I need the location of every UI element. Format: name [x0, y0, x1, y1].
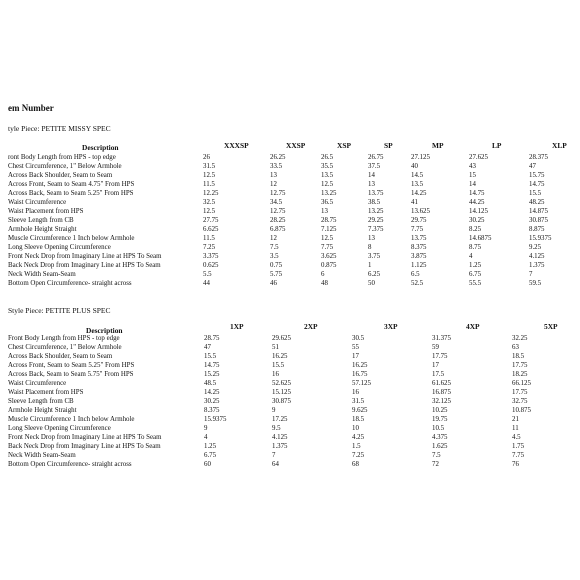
measurement-description: Sleeve Length from CB — [8, 217, 74, 224]
measurement-value: 13 — [368, 181, 375, 188]
measurement-value: 28.75 — [321, 217, 337, 224]
table-row — [0, 352, 580, 361]
measurement-value: 14.75 — [529, 181, 545, 188]
measurement-value: 26 — [203, 154, 210, 161]
measurement-value: 9.25 — [529, 244, 542, 251]
measurement-value: 15.75 — [529, 172, 545, 179]
measurement-value: 35.5 — [321, 163, 334, 170]
measurement-value: 8.375 — [411, 244, 427, 251]
measurement-value: 32.25 — [512, 335, 528, 342]
table-row — [0, 261, 580, 270]
table-row — [0, 279, 580, 288]
measurement-description: Armhole Height Straight — [8, 407, 77, 414]
measurement-value: 14.6875 — [469, 235, 492, 242]
measurement-value: 50 — [368, 280, 375, 287]
measurement-value: 51 — [272, 344, 279, 351]
measurement-value: 27.125 — [411, 154, 430, 161]
table-row — [0, 388, 580, 397]
measurement-value: 6.875 — [270, 226, 286, 233]
measurement-value: 14.75 — [204, 362, 220, 369]
measurement-value: 57.125 — [352, 380, 371, 387]
measurement-value: 19.75 — [432, 416, 448, 423]
measurement-value: 32.75 — [512, 398, 528, 405]
table-row — [0, 379, 580, 388]
measurement-value: 44 — [203, 280, 210, 287]
table-row — [0, 424, 580, 433]
header-size: MP — [432, 141, 444, 150]
measurement-value: 15.25 — [204, 371, 220, 378]
measurement-description: Muscle Circumference 1 Inch below Armhole — [8, 235, 135, 242]
measurement-value: 0.875 — [321, 262, 337, 269]
measurement-value: 9 — [272, 407, 276, 414]
measurement-value: 15.125 — [272, 389, 291, 396]
measurement-value: 13.75 — [411, 235, 427, 242]
measurement-value: 26.25 — [270, 154, 286, 161]
header-size: XSP — [337, 141, 351, 150]
style-piece-label-missy: tyle Piece: PETITE MISSY SPEC — [8, 124, 111, 133]
measurement-description: Waist Circumference — [8, 199, 67, 206]
measurement-value: 52.625 — [272, 380, 291, 387]
measurement-value: 18.5 — [512, 353, 525, 360]
measurement-description: Across Back Shoulder, Seam to Seam — [8, 172, 113, 179]
measurement-value: 18.25 — [512, 371, 528, 378]
measurement-description: ront Body Length from HPS - top edge — [8, 154, 116, 161]
measurement-value: 7.75 — [512, 452, 525, 459]
measurement-value: 12 — [270, 181, 277, 188]
measurement-value: 0.625 — [203, 262, 219, 269]
measurement-value: 6 — [321, 271, 325, 278]
measurement-value: 17.75 — [512, 362, 528, 369]
header-size: XLP — [552, 141, 567, 150]
measurement-value: 3.625 — [321, 253, 337, 260]
measurement-description: Across Front, Seam to Seam 5.25" From HPS — [8, 362, 135, 369]
measurement-value: 30.25 — [204, 398, 220, 405]
table-row — [0, 171, 580, 180]
measurement-value: 17.75 — [512, 389, 528, 396]
measurement-value: 14 — [368, 172, 375, 179]
table-row — [0, 451, 580, 460]
measurement-value: 13.5 — [411, 181, 424, 188]
measurement-value: 43 — [469, 163, 476, 170]
measurement-value: 17 — [432, 362, 439, 369]
measurement-value: 64 — [272, 461, 279, 468]
measurement-value: 17 — [352, 353, 359, 360]
measurement-value: 7.75 — [321, 244, 334, 251]
table-row — [0, 153, 580, 162]
measurement-value: 4.5 — [512, 434, 521, 441]
measurement-value: 12.5 — [203, 208, 216, 215]
measurement-value: 17.25 — [272, 416, 288, 423]
measurement-value: 6.75 — [204, 452, 217, 459]
measurement-value: 27.625 — [469, 154, 488, 161]
measurement-value: 28.25 — [270, 217, 286, 224]
measurement-value: 8.25 — [469, 226, 482, 233]
measurement-value: 1.5 — [352, 443, 361, 450]
measurement-description: Neck Width Seam-Seam — [8, 452, 76, 459]
measurement-value: 12.75 — [270, 208, 286, 215]
measurement-value: 11.5 — [203, 235, 215, 242]
header-size: 1XP — [230, 322, 244, 331]
measurement-value: 16.875 — [432, 389, 451, 396]
measurement-description: Across Back, Seam to Seam 5.25" From HPS — [8, 190, 134, 197]
measurement-description: Chest Circumference, 1" Below Armhole — [8, 344, 122, 351]
measurement-value: 13 — [321, 208, 328, 215]
measurement-value: 36.5 — [321, 199, 334, 206]
measurement-value: 5.75 — [270, 271, 283, 278]
measurement-value: 14.875 — [529, 208, 548, 215]
measurement-value: 13.25 — [321, 190, 337, 197]
measurement-value: 13.5 — [321, 172, 334, 179]
measurement-value: 12.5 — [321, 235, 334, 242]
measurement-value: 8.375 — [204, 407, 220, 414]
measurement-value: 1.25 — [469, 262, 482, 269]
measurement-value: 59.5 — [529, 280, 542, 287]
measurement-description: Chest Circumference, 1" Below Armhole — [8, 163, 122, 170]
measurement-value: 46 — [270, 280, 277, 287]
table-row — [0, 406, 580, 415]
measurement-value: 6.75 — [469, 271, 482, 278]
measurement-value: 34.5 — [270, 199, 283, 206]
measurement-value: 9.625 — [352, 407, 368, 414]
measurement-value: 28.75 — [204, 335, 220, 342]
measurement-value: 33.5 — [270, 163, 283, 170]
measurement-value: 47 — [204, 344, 211, 351]
measurement-description: Front Body Length from HPS - top edge — [8, 335, 120, 342]
table-row — [0, 433, 580, 442]
measurement-value: 15 — [469, 172, 476, 179]
table-header-row — [0, 322, 580, 335]
table-row — [0, 216, 580, 225]
header-size: 3XP — [384, 322, 398, 331]
petite-missy-spec-table — [0, 141, 580, 288]
table-row — [0, 370, 580, 379]
measurement-description: Across Front, Seam to Seam 4.75" From HPS — [8, 181, 135, 188]
measurement-value: 4 — [469, 253, 473, 260]
measurement-value: 15.5 — [204, 353, 217, 360]
measurement-value: 52.5 — [411, 280, 424, 287]
table-row — [0, 225, 580, 234]
measurement-value: 76 — [512, 461, 519, 468]
measurement-value: 27.75 — [203, 217, 219, 224]
document-title: em Number — [8, 103, 54, 113]
header-size: XXSP — [286, 141, 306, 150]
measurement-value: 29.75 — [411, 217, 427, 224]
table-row — [0, 415, 580, 424]
measurement-value: 12 — [270, 235, 277, 242]
measurement-value: 1.375 — [529, 262, 545, 269]
measurement-value: 26.5 — [321, 154, 334, 161]
measurement-value: 26.75 — [368, 154, 384, 161]
measurement-value: 8 — [368, 244, 372, 251]
measurement-description: Long Sleeve Opening Circumference — [8, 425, 111, 432]
measurement-value: 31.5 — [203, 163, 216, 170]
measurement-value: 68 — [352, 461, 359, 468]
measurement-value: 61.625 — [432, 380, 451, 387]
measurement-description: Front Neck Drop from Imaginary Line at HPS To Seam — [8, 434, 162, 441]
measurement-value: 11.5 — [203, 181, 215, 188]
measurement-value: 44.25 — [469, 199, 485, 206]
measurement-value: 8.875 — [529, 226, 545, 233]
measurement-value: 14.75 — [469, 190, 485, 197]
header-size: 5XP — [544, 322, 558, 331]
measurement-value: 14.25 — [204, 389, 220, 396]
measurement-value: 15.5 — [272, 362, 285, 369]
measurement-value: 13.25 — [368, 208, 384, 215]
measurement-description: Across Back Shoulder, Seam to Seam — [8, 353, 113, 360]
measurement-value: 3.875 — [411, 253, 427, 260]
measurement-value: 1 — [368, 262, 372, 269]
measurement-value: 7.25 — [203, 244, 216, 251]
table-row — [0, 198, 580, 207]
measurement-value: 41 — [411, 199, 418, 206]
measurement-value: 7.375 — [368, 226, 384, 233]
measurement-description: Armhole Height Straight — [8, 226, 77, 233]
measurement-value: 48 — [321, 280, 328, 287]
table-row — [0, 234, 580, 243]
measurement-value: 4.375 — [432, 434, 448, 441]
measurement-description: Muscle Circumference 1 Inch below Armhole — [8, 416, 135, 423]
header-size: SP — [384, 141, 393, 150]
table-row — [0, 162, 580, 171]
measurement-value: 17.5 — [432, 371, 445, 378]
measurement-description: Neck Width Seam-Seam — [8, 271, 76, 278]
measurement-value: 30.875 — [272, 398, 291, 405]
measurement-value: 15.9375 — [204, 416, 227, 423]
measurement-value: 28.375 — [529, 154, 548, 161]
measurement-value: 37.5 — [368, 163, 381, 170]
measurement-description: Across Back, Seam to Seam 5.75" From HPS — [8, 371, 134, 378]
measurement-value: 9.5 — [272, 425, 281, 432]
measurement-value: 3.5 — [270, 253, 279, 260]
measurement-description: Back Neck Drop from Imaginary Line at HPS To Seam — [8, 443, 161, 450]
measurement-value: 16.25 — [352, 362, 368, 369]
measurement-value: 12.5 — [321, 181, 334, 188]
measurement-description: Long Sleeve Opening Circumference — [8, 244, 111, 251]
measurement-value: 31.375 — [432, 335, 451, 342]
measurement-value: 9 — [204, 425, 208, 432]
table-header-row — [0, 141, 580, 150]
measurement-value: 21 — [512, 416, 519, 423]
table-row — [0, 207, 580, 216]
measurement-description: Waist Circumference — [8, 380, 67, 387]
measurement-value: 14.5 — [411, 172, 424, 179]
measurement-description: Sleeve Length from CB — [8, 398, 74, 405]
table-row — [0, 343, 580, 352]
measurement-value: 32.5 — [203, 199, 216, 206]
header-size: 4XP — [466, 322, 480, 331]
measurement-value: 15.9375 — [529, 235, 552, 242]
measurement-value: 4.125 — [272, 434, 288, 441]
measurement-value: 10 — [352, 425, 359, 432]
measurement-description: Front Neck Drop from Imaginary Line at HPS To Seam — [8, 253, 162, 260]
measurement-description: Waist Placement from HPS — [8, 208, 84, 215]
measurement-value: 13.625 — [411, 208, 430, 215]
measurement-value: 14.25 — [411, 190, 427, 197]
measurement-description: Waist Placement from HPS — [8, 389, 84, 396]
measurement-description: Bottom Open Circumference- straight across — [8, 280, 132, 287]
measurement-value: 16 — [272, 371, 279, 378]
measurement-value: 6.25 — [368, 271, 381, 278]
measurement-value: 12.5 — [203, 172, 216, 179]
measurement-value: 59 — [432, 344, 439, 351]
measurement-description: Back Neck Drop from Imaginary Line at HPS To Seam — [8, 262, 161, 269]
measurement-value: 48.5 — [204, 380, 217, 387]
measurement-value: 6.625 — [203, 226, 219, 233]
header-description: Description — [82, 143, 119, 152]
measurement-value: 1.25 — [204, 443, 217, 450]
measurement-value: 16.25 — [272, 353, 288, 360]
measurement-value: 7 — [529, 271, 533, 278]
measurement-value: 10.5 — [432, 425, 445, 432]
petite-plus-spec-table — [0, 322, 580, 469]
measurement-value: 30.25 — [469, 217, 485, 224]
measurement-value: 16 — [352, 389, 359, 396]
measurement-value: 0.75 — [270, 262, 283, 269]
measurement-value: 10.875 — [512, 407, 531, 414]
measurement-value: 7 — [272, 452, 276, 459]
table-row — [0, 189, 580, 198]
measurement-value: 7.25 — [352, 452, 365, 459]
table-row — [0, 180, 580, 189]
measurement-value: 6.5 — [411, 271, 420, 278]
measurement-value: 48.25 — [529, 199, 545, 206]
measurement-value: 7.5 — [270, 244, 279, 251]
measurement-value: 55 — [352, 344, 359, 351]
table-row — [0, 460, 580, 469]
measurement-value: 3.375 — [203, 253, 219, 260]
measurement-description: Bottom Open Circumference- straight across — [8, 461, 132, 468]
header-size: XXXSP — [224, 141, 249, 150]
measurement-value: 7.75 — [411, 226, 424, 233]
measurement-value: 11 — [512, 425, 519, 432]
measurement-value: 72 — [432, 461, 439, 468]
measurement-value: 29.25 — [368, 217, 384, 224]
measurement-value: 1.75 — [512, 443, 525, 450]
measurement-value: 10.25 — [432, 407, 448, 414]
table-row — [0, 252, 580, 261]
style-piece-label-plus: Style Piece: PETITE PLUS SPEC — [8, 306, 111, 315]
measurement-value: 1.125 — [411, 262, 427, 269]
header-size: 2XP — [304, 322, 318, 331]
measurement-value: 12.75 — [270, 190, 286, 197]
measurement-value: 32.125 — [432, 398, 451, 405]
table-row — [0, 334, 580, 343]
measurement-value: 47 — [529, 163, 536, 170]
measurement-value: 1.375 — [272, 443, 288, 450]
measurement-value: 15.5 — [529, 190, 542, 197]
measurement-value: 4.125 — [529, 253, 545, 260]
measurement-value: 66.125 — [512, 380, 531, 387]
table-row — [0, 270, 580, 279]
measurement-value: 14.125 — [469, 208, 488, 215]
table-row — [0, 442, 580, 451]
measurement-value: 12.25 — [203, 190, 219, 197]
measurement-value: 1.625 — [432, 443, 448, 450]
table-row — [0, 397, 580, 406]
table-row — [0, 361, 580, 370]
measurement-value: 60 — [204, 461, 211, 468]
measurement-value: 8.75 — [469, 244, 482, 251]
measurement-value: 17.75 — [432, 353, 448, 360]
measurement-value: 31.5 — [352, 398, 365, 405]
measurement-value: 14 — [469, 181, 476, 188]
measurement-value: 29.625 — [272, 335, 291, 342]
measurement-value: 16.75 — [352, 371, 368, 378]
header-size: LP — [492, 141, 502, 150]
measurement-value: 18.5 — [352, 416, 365, 423]
measurement-value: 30.5 — [352, 335, 365, 342]
measurement-value: 13 — [270, 172, 277, 179]
measurement-value: 38.5 — [368, 199, 381, 206]
measurement-value: 5.5 — [203, 271, 212, 278]
measurement-value: 30.875 — [529, 217, 548, 224]
header-description: Description — [86, 326, 123, 335]
measurement-value: 3.75 — [368, 253, 381, 260]
measurement-value: 40 — [411, 163, 418, 170]
table-row — [0, 243, 580, 252]
measurement-value: 7.125 — [321, 226, 337, 233]
measurement-value: 63 — [512, 344, 519, 351]
measurement-value: 13.75 — [368, 190, 384, 197]
measurement-value: 55.5 — [469, 280, 482, 287]
measurement-value: 4.25 — [352, 434, 365, 441]
measurement-value: 4 — [204, 434, 208, 441]
measurement-value: 13 — [368, 235, 375, 242]
measurement-value: 7.5 — [432, 452, 441, 459]
